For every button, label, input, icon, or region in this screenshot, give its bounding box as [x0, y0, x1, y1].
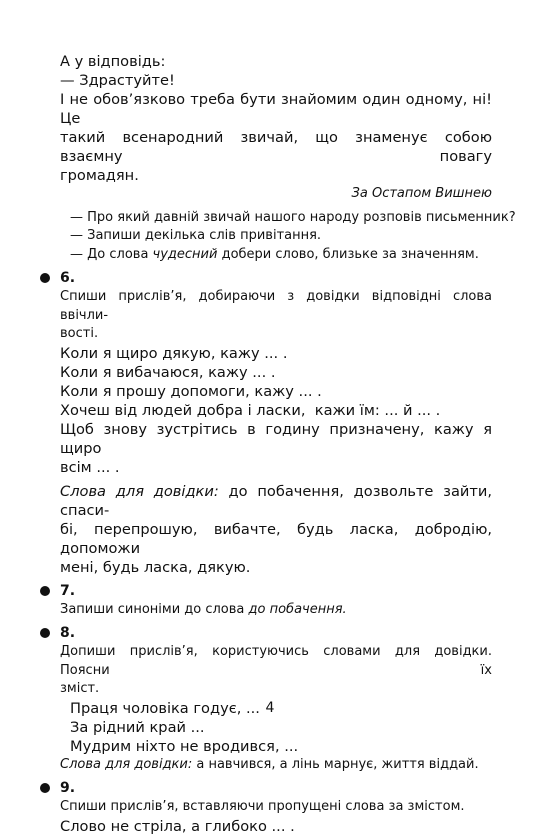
proverb-line: Хочеш від людей добра і ласки, кажи їм: ... й ... .: [60, 401, 441, 419]
proverb-line: Праця чоловіка годує, ...: [70, 699, 260, 717]
exercise-task: Спиши прислів’я, вставляючи пропущені слова за змістом.: [60, 799, 465, 814]
task-text: Запиши синоніми до слова: [60, 601, 249, 617]
page-number: 4: [265, 700, 275, 716]
text-line: І не обов’язково треба бути знайомим один одному, ні! Це: [60, 91, 492, 127]
question-text: добери слово, близьке за значенням.: [217, 246, 479, 262]
dialogue-line: А у відповідь:: [60, 53, 166, 70]
exercise-task: Допиши прислів’я, користуючись словами для довідки. Поясни їх: [60, 644, 492, 678]
proverb-line: Мудрим ніхто не вродився, ...: [70, 737, 299, 755]
proverb-line: Щоб знову зустрітись в годину призначену, кажу я щиро: [60, 420, 492, 457]
bullet-icon: [40, 628, 50, 638]
exercise-7-number: 7.: [60, 581, 492, 601]
question-line: — Про який давній звичай нашого народу розповів письменник?: [70, 209, 516, 225]
exercise-task: вості.: [60, 326, 99, 341]
page-body: [60, 52, 516, 836]
question-text: — До слова: [70, 246, 153, 262]
exercise-9-number: 9.: [60, 778, 492, 798]
proverb-line: Коли я щиро дякую, кажу ... .: [60, 344, 288, 362]
bullet-icon: [40, 586, 50, 596]
proverb-line: всім ... .: [60, 458, 120, 476]
help-words: [60, 756, 492, 775]
bullet-icon: [40, 273, 50, 283]
exercise-task: [60, 601, 492, 620]
text-line: такий всенародний звичай, що знаменує собою взаємну повагу: [60, 129, 492, 165]
bullet-icon: [40, 783, 50, 793]
dialogue-line: — Здрастуйте!: [60, 72, 175, 89]
question-line: [60, 246, 492, 265]
proverb-line: Слово не стріла, а глибоко ... .: [60, 817, 295, 835]
help-words: [60, 482, 492, 520]
text-line: громадян.: [60, 167, 139, 184]
proverb-line: Коли я прошу допомоги, кажу ... .: [60, 382, 322, 400]
task-word: до побачення.: [248, 601, 347, 617]
exercise-6-number: 6.: [60, 268, 492, 288]
exercise-8-number: 8.: [60, 623, 492, 643]
help-text: а навчився, а лінь марнує, життя віддай.: [192, 756, 479, 772]
help-text: до побачення, дозвольте зайти, спаси-: [60, 482, 492, 519]
proverb-line: Коли я вибачаюся, кажу ... .: [60, 363, 276, 381]
help-words: мені, будь ласка, дякую.: [60, 558, 251, 576]
author-attribution: За Остапом Вишнею: [351, 186, 492, 201]
question-line: — Запиши декілька слів привітання.: [70, 228, 322, 243]
proverb-line: За рідний край ...: [70, 718, 205, 736]
help-label: Слова для довідки:: [60, 756, 193, 772]
exercise-task: Спиши прислів’я, добираючи з довідки відповідні слова ввічли-: [60, 289, 492, 323]
help-words: бі, перепрошую, вибачте, будь ласка, добродію, допоможи: [60, 520, 492, 557]
question-word: чудесний: [152, 246, 218, 262]
exercise-task: зміст.: [60, 681, 100, 696]
help-label: Слова для довідки:: [60, 482, 219, 500]
